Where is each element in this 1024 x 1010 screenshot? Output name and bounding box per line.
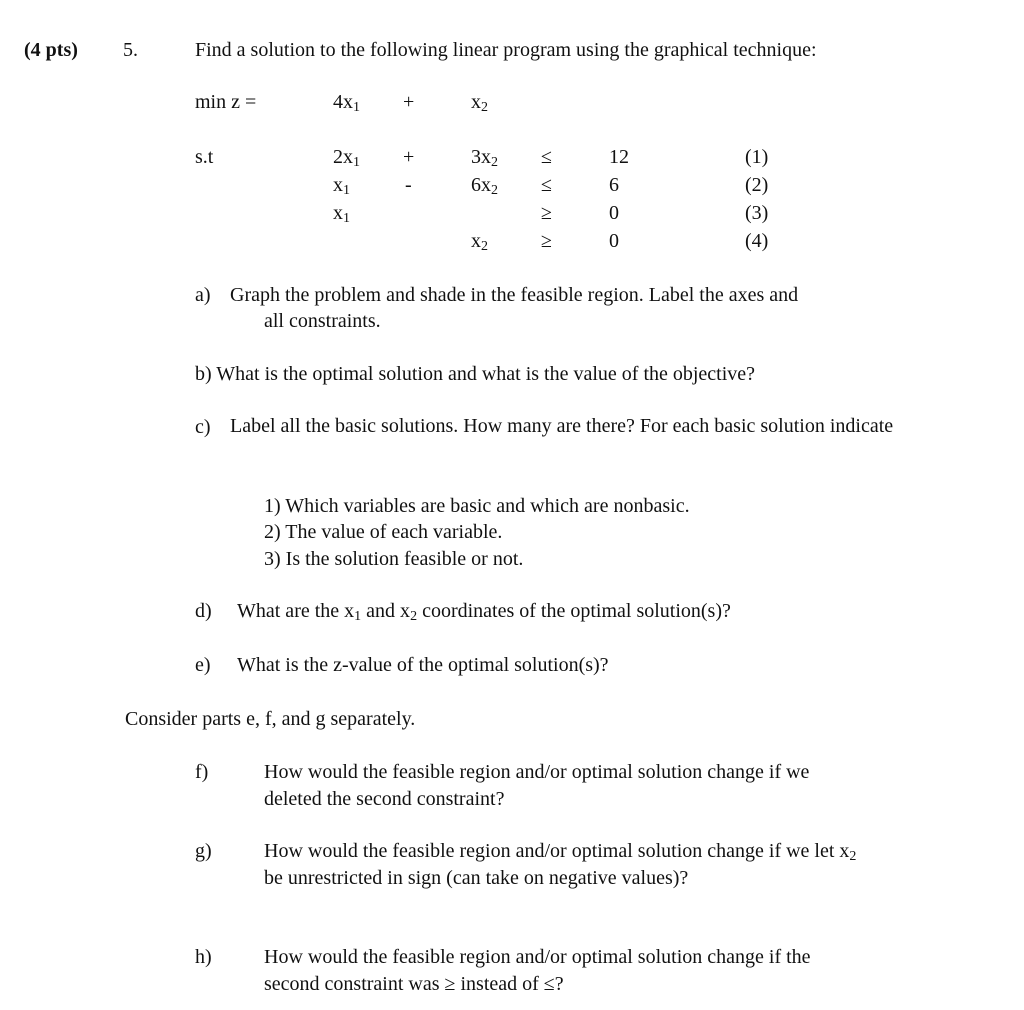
problem-number: 5. bbox=[123, 39, 138, 61]
part-text: Label all the basic solutions. How many are there? For each basic solution indicate bbox=[230, 415, 894, 437]
part-b: b) What is the optimal solution and what is the value of the objective? bbox=[195, 363, 756, 385]
coef: x bbox=[471, 230, 481, 252]
subject-to-label: s.t bbox=[195, 146, 214, 168]
part-text bbox=[237, 601, 731, 624]
term-2 bbox=[471, 231, 488, 254]
term-2 bbox=[471, 147, 498, 170]
subscript: 2 bbox=[849, 849, 857, 864]
subscript: 1 bbox=[343, 183, 350, 198]
subscript: 2 bbox=[481, 239, 488, 254]
coef: x bbox=[333, 202, 343, 224]
points-label: (4 pts) bbox=[24, 39, 78, 61]
consider-note: Consider parts e, f, and g separately. bbox=[125, 708, 416, 730]
subscript: 2 bbox=[410, 609, 418, 624]
operator: - bbox=[405, 174, 412, 196]
coef: 3x bbox=[471, 146, 491, 168]
part-text: Graph the problem and shade in the feasible region. Label the axes and bbox=[230, 284, 799, 306]
term-1 bbox=[333, 147, 360, 170]
text-segment: How would the feasible region and/or optimal solution change if we let x bbox=[264, 840, 850, 862]
part-label: e) bbox=[195, 654, 211, 676]
coef: 6x bbox=[471, 174, 491, 196]
constraint-number: (3) bbox=[745, 202, 769, 224]
subscript: 2 bbox=[491, 183, 498, 198]
coef: x bbox=[471, 91, 481, 113]
subscript: 1 bbox=[353, 100, 360, 115]
subscript: 1 bbox=[343, 211, 350, 226]
constraint-number: (1) bbox=[745, 146, 769, 168]
rhs: 0 bbox=[609, 202, 619, 224]
rhs: 0 bbox=[609, 230, 619, 252]
relation: ≥ bbox=[541, 202, 552, 224]
part-text bbox=[264, 841, 856, 864]
part-label: g) bbox=[195, 840, 212, 862]
coef: 2x bbox=[333, 146, 353, 168]
coef: 4x bbox=[333, 91, 353, 113]
subscript: 2 bbox=[491, 155, 498, 170]
text-segment: What are the x bbox=[237, 600, 355, 622]
list-item: 2) The value of each variable. bbox=[264, 521, 503, 543]
subscript: 2 bbox=[481, 100, 488, 115]
constraint-number: (2) bbox=[745, 174, 769, 196]
list-item: 3) Is the solution feasible or not. bbox=[264, 548, 524, 570]
part-text: How would the feasible region and/or optimal solution change if we bbox=[264, 761, 810, 783]
objective-label: min z = bbox=[195, 91, 257, 113]
part-label: h) bbox=[195, 946, 212, 968]
term-2 bbox=[471, 175, 498, 198]
operator: + bbox=[403, 146, 415, 168]
part-label: c) bbox=[195, 416, 211, 438]
objective-operator: + bbox=[403, 91, 415, 113]
coef: x bbox=[333, 174, 343, 196]
text-segment: and x bbox=[361, 600, 411, 622]
subscript: 1 bbox=[354, 609, 362, 624]
relation: ≥ bbox=[541, 230, 552, 252]
relation: ≤ bbox=[541, 174, 552, 196]
objective-term-1 bbox=[333, 92, 360, 115]
constraint-number: (4) bbox=[745, 230, 769, 252]
text-segment: coordinates of the optimal solution(s)? bbox=[417, 600, 731, 622]
subscript: 1 bbox=[353, 155, 360, 170]
part-text-continued: all constraints. bbox=[264, 310, 381, 332]
term-1 bbox=[333, 203, 350, 226]
objective-term-2 bbox=[471, 92, 488, 115]
part-label: d) bbox=[195, 600, 212, 622]
term-1 bbox=[333, 175, 350, 198]
problem-prompt: Find a solution to the following linear program using the graphical technique: bbox=[195, 39, 817, 61]
part-text-continued: deleted the second constraint? bbox=[264, 788, 505, 810]
list-item: 1) Which variables are basic and which are nonbasic. bbox=[264, 495, 690, 517]
part-text-continued: second constraint was ≥ instead of ≤? bbox=[264, 973, 564, 995]
part-text: What is the z-value of the optimal solution(s)? bbox=[237, 654, 609, 676]
relation: ≤ bbox=[541, 146, 552, 168]
part-text: How would the feasible region and/or optimal solution change if the bbox=[264, 946, 811, 968]
part-label: f) bbox=[195, 761, 209, 783]
rhs: 12 bbox=[609, 146, 629, 168]
rhs: 6 bbox=[609, 174, 619, 196]
part-text-continued: be unrestricted in sign (can take on negative values)? bbox=[264, 867, 689, 889]
part-label: a) bbox=[195, 284, 211, 306]
